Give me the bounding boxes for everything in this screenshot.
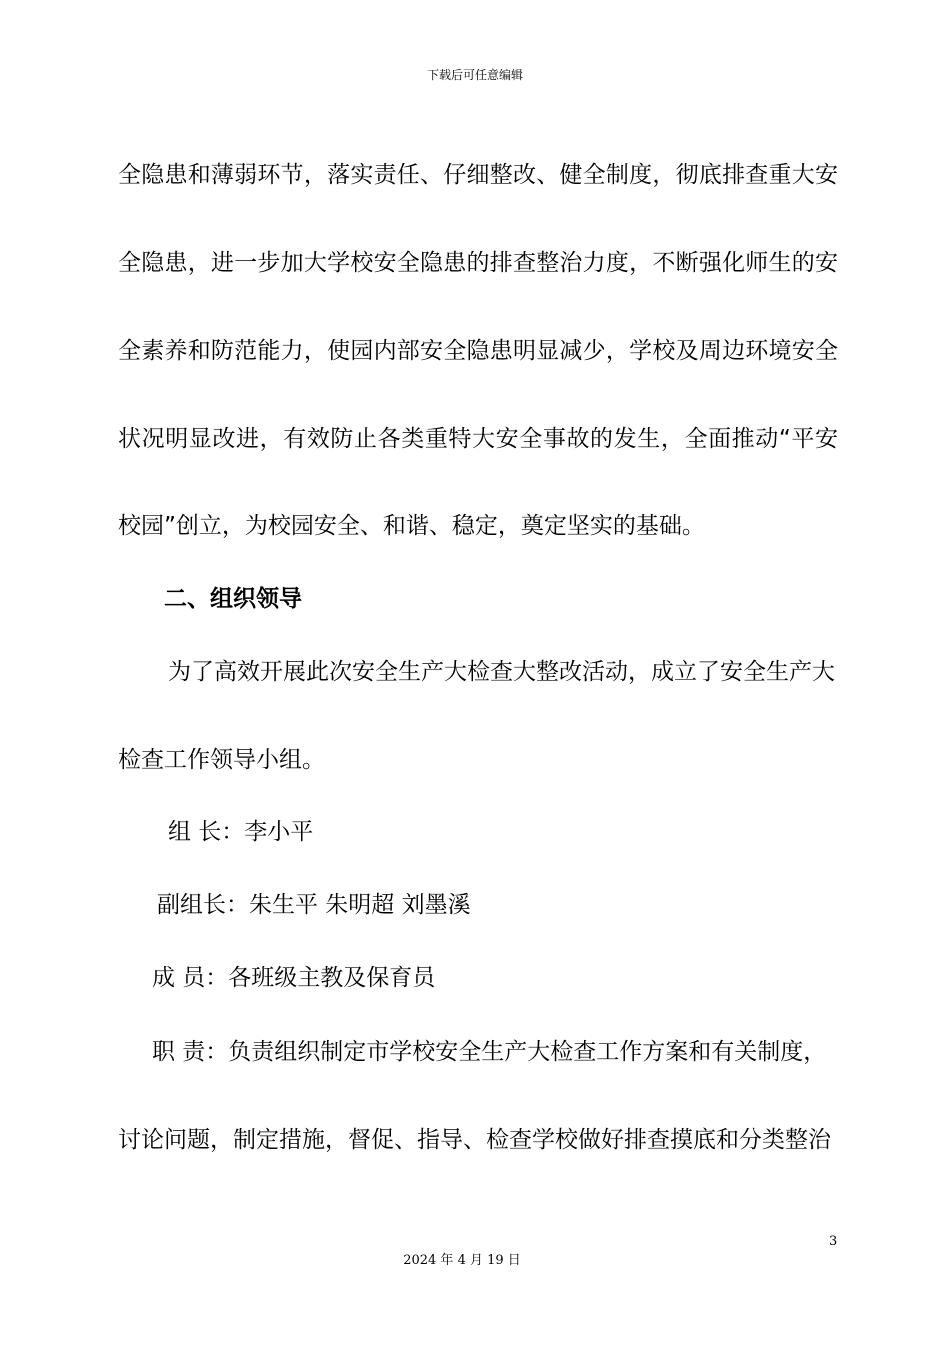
paragraph-line-3: 全素养和防范能力，使园内部安全隐患明显减少，学校及周边环境安全 bbox=[118, 338, 838, 364]
paragraph-line-1: 全隐患和薄弱环节，落实责任、仔细整改、健全制度，彻底排查重大安 bbox=[118, 162, 838, 188]
paragraph-line-2: 全隐患，进一步加大学校安全隐患的排查整治力度，不断强化师生的安 bbox=[118, 250, 838, 276]
duty-line-2: 讨论问题，制定措施，督促、指导、检查学校做好排查摸底和分类整治 bbox=[118, 1127, 831, 1153]
intro-line-1: 为了高效开展此次安全生产大检查大整改活动，成立了安全生产大 bbox=[168, 659, 835, 685]
paragraph-line-4: 状况明显改进，有效防止各类重特大安全事故的发生，全面推动“平安 bbox=[118, 426, 838, 452]
section-heading: 二、组织领导 bbox=[164, 586, 302, 612]
intro-line-2: 检查工作领导小组。 bbox=[118, 747, 325, 773]
duty-line-1: 职 责：负责组织制定市学校安全生产大检查工作方案和有关制度， bbox=[152, 1039, 827, 1065]
leader-line: 组 长：李小平 bbox=[168, 819, 314, 845]
page-number: 3 bbox=[829, 1234, 838, 1249]
deputy-line: 副组长：朱生平 朱明超 刘墨溪 bbox=[157, 892, 471, 918]
footer-date: 2024 年 4 月 19 日 bbox=[403, 1253, 521, 1268]
header-note: 下载后可任意编辑 bbox=[426, 68, 523, 82]
members-line: 成 员：各班级主教及保育员 bbox=[152, 965, 436, 991]
paragraph-line-5: 校园”创立，为校园安全、和谐、稳定，奠定坚实的基础。 bbox=[118, 513, 705, 539]
